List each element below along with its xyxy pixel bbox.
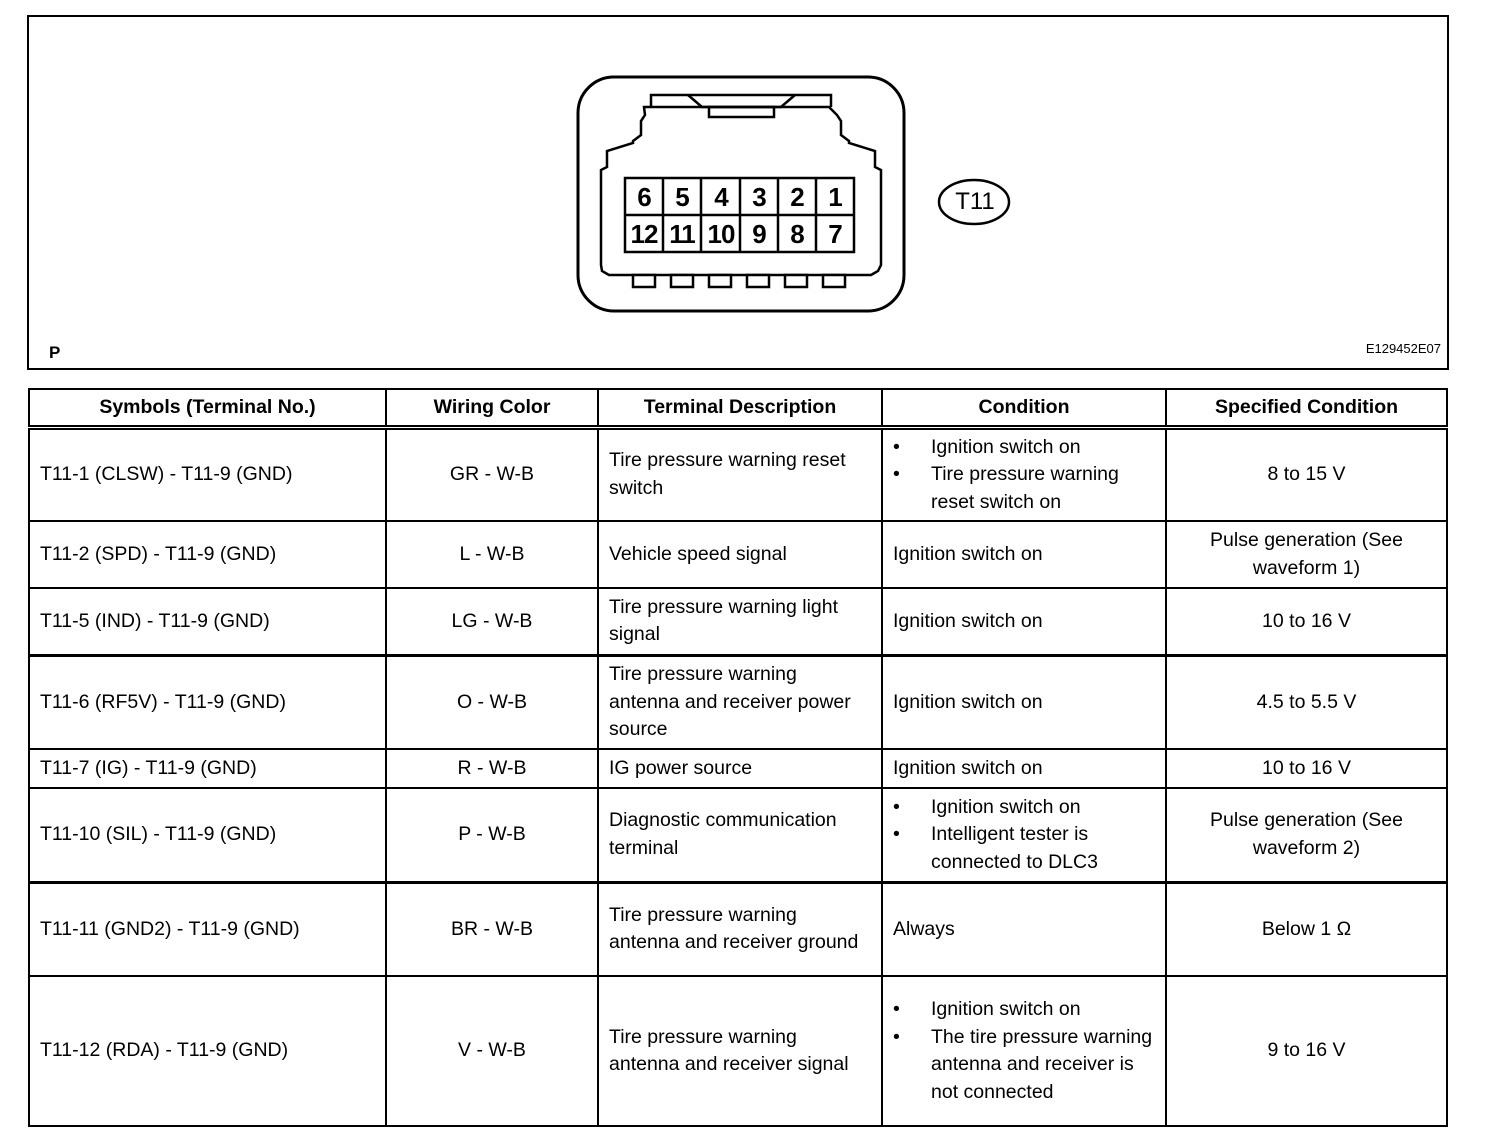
table-row bbox=[29, 749, 1447, 788]
description-cell: IG power source bbox=[598, 749, 882, 788]
condition-cell: Ignition switch on bbox=[882, 749, 1166, 788]
symbol-cell: T11-5 (IND) - T11-9 (GND) bbox=[29, 588, 386, 655]
pin-number: 9 bbox=[752, 218, 766, 249]
description-cell: Tire pressure warning reset switch bbox=[598, 427, 882, 521]
condition-cell: Ignition switch on bbox=[882, 588, 1166, 655]
symbol-cell: T11-12 (RDA) - T11-9 (GND) bbox=[29, 976, 386, 1126]
specified-condition-cell: 10 to 16 V bbox=[1166, 749, 1447, 788]
description-cell: Tire pressure warning light signal bbox=[598, 588, 882, 655]
description-cell: Diagnostic communication terminal bbox=[598, 788, 882, 882]
table-header-row bbox=[29, 389, 1447, 427]
condition-cell bbox=[882, 788, 1166, 882]
specified-condition-cell: 10 to 16 V bbox=[1166, 588, 1447, 655]
symbol-cell: T11-2 (SPD) - T11-9 (GND) bbox=[29, 521, 386, 588]
symbol-cell: T11-11 (GND2) - T11-9 (GND) bbox=[29, 882, 386, 976]
symbol-cell: T11-7 (IG) - T11-9 (GND) bbox=[29, 749, 386, 788]
condition-item: • Intelligent tester is connected to DLC3 bbox=[893, 821, 1155, 876]
column-header: Specified Condition bbox=[1166, 389, 1447, 427]
condition-cell bbox=[882, 427, 1166, 521]
connector-diagram bbox=[27, 15, 1449, 370]
condition-cell: Ignition switch on bbox=[882, 655, 1166, 749]
table-row bbox=[29, 882, 1447, 976]
pin-number: 2 bbox=[790, 181, 804, 212]
wiring-color-cell: V - W-B bbox=[386, 976, 598, 1126]
condition-item: • Ignition switch on bbox=[893, 794, 1155, 822]
condition-cell bbox=[882, 976, 1166, 1126]
pin-number: 3 bbox=[752, 181, 766, 212]
column-header: Wiring Color bbox=[386, 389, 598, 427]
column-header: Terminal Description bbox=[598, 389, 882, 427]
pin-number: 7 bbox=[828, 218, 842, 249]
column-header: Condition bbox=[882, 389, 1166, 427]
wiring-color-cell: O - W-B bbox=[386, 655, 598, 749]
pin-number: 5 bbox=[675, 181, 689, 212]
wiring-color-cell: GR - W-B bbox=[386, 427, 598, 521]
pin-number: 1 bbox=[828, 181, 842, 212]
specified-condition-cell: Pulse generation (See waveform 1) bbox=[1166, 521, 1447, 588]
wiring-color-cell: P - W-B bbox=[386, 788, 598, 882]
pin-number: 11 bbox=[669, 218, 695, 249]
table-row bbox=[29, 976, 1447, 1126]
pin-number: 8 bbox=[790, 218, 804, 249]
table-row bbox=[29, 588, 1447, 655]
symbol-cell: T11-10 (SIL) - T11-9 (GND) bbox=[29, 788, 386, 882]
condition-item: • Tire pressure warning reset switch on bbox=[893, 461, 1155, 516]
condition-item: • The tire pressure warning antenna and receiver is not connected bbox=[893, 1024, 1155, 1107]
terminal-table bbox=[28, 388, 1448, 1127]
specified-condition-cell: 9 to 16 V bbox=[1166, 976, 1447, 1126]
condition-cell: Ignition switch on bbox=[882, 521, 1166, 588]
column-header: Symbols (Terminal No.) bbox=[29, 389, 386, 427]
description-cell: Vehicle speed signal bbox=[598, 521, 882, 588]
table-row bbox=[29, 788, 1447, 882]
wiring-color-cell: LG - W-B bbox=[386, 588, 598, 655]
specified-condition-cell: Pulse generation (See waveform 2) bbox=[1166, 788, 1447, 882]
figure-code: E129452E07 bbox=[1365, 341, 1441, 356]
specified-condition-cell: Below 1 Ω bbox=[1166, 882, 1447, 976]
corner-label: P bbox=[49, 343, 61, 362]
condition-cell: Always bbox=[882, 882, 1166, 976]
pin-number: 12 bbox=[630, 218, 658, 249]
description-cell: Tire pressure warning antenna and receiver ground bbox=[598, 882, 882, 976]
description-cell: Tire pressure warning antenna and receiver signal bbox=[598, 976, 882, 1126]
description-cell: Tire pressure warning antenna and receiver power source bbox=[598, 655, 882, 749]
pin-number: 4 bbox=[714, 181, 728, 212]
specified-condition-cell: 4.5 to 5.5 V bbox=[1166, 655, 1447, 749]
pin-number: 10 bbox=[707, 218, 735, 249]
pin-number: 6 bbox=[637, 181, 651, 212]
wiring-color-cell: R - W-B bbox=[386, 749, 598, 788]
table-row bbox=[29, 521, 1447, 588]
table-row bbox=[29, 655, 1447, 749]
table-row bbox=[29, 427, 1447, 521]
symbol-cell: T11-1 (CLSW) - T11-9 (GND) bbox=[29, 427, 386, 521]
condition-item: • Ignition switch on bbox=[893, 434, 1155, 462]
condition-item: • Ignition switch on bbox=[893, 996, 1155, 1024]
symbol-cell: T11-6 (RF5V) - T11-9 (GND) bbox=[29, 655, 386, 749]
connector-id-label: T11 bbox=[955, 188, 995, 215]
wiring-color-cell: BR - W-B bbox=[386, 882, 598, 976]
specified-condition-cell: 8 to 15 V bbox=[1166, 427, 1447, 521]
wiring-color-cell: L - W-B bbox=[386, 521, 598, 588]
